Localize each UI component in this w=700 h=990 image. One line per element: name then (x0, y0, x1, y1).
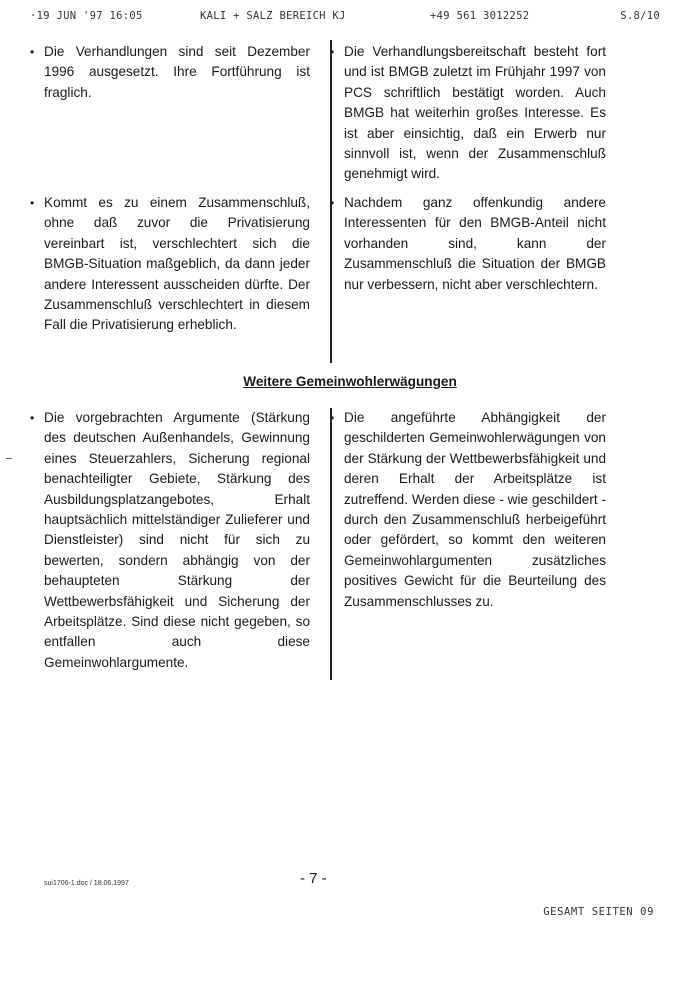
bullet-icon: • (330, 411, 335, 425)
argument-row-2 (30, 193, 614, 363)
fax-date-time: ·19 JUN '97 16:05 (30, 10, 143, 22)
fax-phone: +49 561 3012252 (430, 10, 530, 22)
bullet-icon: • (30, 45, 35, 59)
section-title: Weitere Gemeinwohlerwägungen (243, 374, 457, 389)
bullet-icon: • (330, 45, 335, 59)
bullet-icon: • (30, 196, 35, 210)
margin-mark (6, 458, 12, 459)
right-column-text (330, 42, 606, 185)
bullet-icon: • (330, 196, 335, 210)
column-divider (330, 193, 335, 363)
paragraph: Die Verhandlungsbereitschaft besteht fort und ist BMGB zuletzt im Frühjahr 1997 von PCS schriftlich bestätigt worden. Auch BMGB hat weiterhin großes Interesse. Es ist aber einsichtig, daß ein Erwerb nur sinnvoll ist, wenn der Zusammenschluß genehmigt wird. (344, 44, 606, 182)
left-column-text (30, 193, 310, 336)
footer-filename: sui1706-1.doc / 18.06.1997 (44, 880, 129, 887)
right-column-text (330, 193, 606, 295)
right-column-text (330, 408, 606, 612)
fax-total-pages: GESAMT SEITEN 09 (543, 906, 654, 918)
paragraph: Nachdem ganz offenkundig andere Interessenten für den BMGB-Anteil nicht vorhanden sind, kann der Zusammenschluß die Situation der BMGB nur verbessern, nicht aber verschlechtern. (344, 195, 606, 292)
fax-sender: KALI + SALZ BEREICH KJ (200, 10, 346, 22)
paragraph: Die Verhandlungen sind seit Dezember 1996 ausgesetzt. Ihre Fortführung ist fraglich. (44, 44, 310, 100)
left-column-text (30, 42, 310, 103)
paragraph: Kommt es zu einem Zusammenschluß, ohne daß zuvor die Privatisierung vereinbart ist, verschlechtert sich die BMGB-Situation maßgeblich, da dann jeder andere Interessent ausscheiden dürfte. Der Zusammenschluß verschlechtert in diesem Fall die Privatisierung erheblich. (44, 195, 310, 333)
paragraph: Die angeführte Abhängigkeit der geschilderten Gemeinwohlerwägungen von der Stärkung der Wettbewerbsfähigkeit und deren Erhalt der Arbeitsplätze ist zutreffend. Werden diese - wie geschildert - durch den Zusammenschluß herbeigeführt oder gefördert, so kommt den weiteren Gemeinwohlargumenten zusätzliches positives Gewicht für die Beurteilung des Zusammenschlusses zu. (344, 410, 606, 609)
left-column-text (30, 408, 310, 673)
paragraph: Die vorgebrachten Argumente (Stärkung des deutschen Außenhandels, Gewinnung eines Steuerzahlers, Sicherung regional benachteiligter Gebiete, Stärkung des Ausbildungsplatzangebotes, Erhalt hauptsächlich mittelständiger Zulieferer und Dienstleister) sind nicht für sich zu bewerten, sondern abhängig von der behaupteten Stärkung der Wettbewerbsfähigkeit und Sicherung der Arbeitsplätze. Sind diese nicht gegeben, so entfallen auch diese Gemeinwohlargumente. (44, 410, 310, 670)
bullet-icon: • (30, 411, 35, 425)
page-number: - 7 - (300, 870, 327, 887)
argument-row-3 (30, 408, 614, 680)
column-divider (330, 408, 335, 680)
fax-page-indicator: S.8/10 (620, 10, 660, 22)
